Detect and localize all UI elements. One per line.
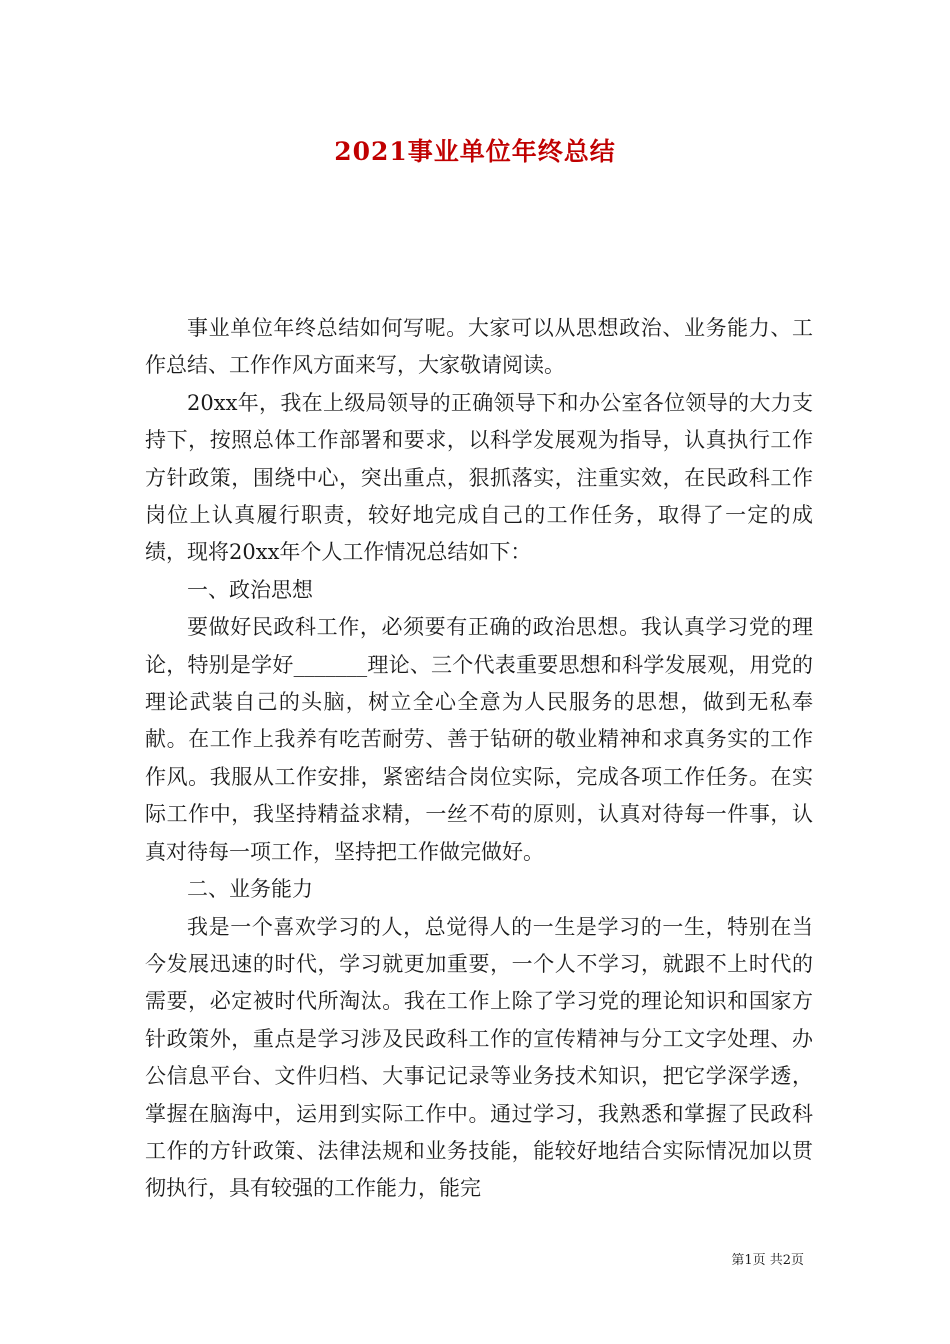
- page-number: 第1页 共2页: [731, 1253, 804, 1268]
- document-title: 2021事业单位年终总结: [334, 137, 616, 166]
- paragraph-politics: 要做好民政科工作，必须要有正确的政治思想。我认真学习党的理论，特别是学好_______理论、三个代表重要思想和科学发展观，用党的理论武装自己的头脑，树立全心全意为人民服务的思想，做到无私奉献。在工作上我养有吃苦耐劳、善于钻研的敬业精神和求真务实的工作作风。我服从工作安排，紧密结合岗位实际，完成各项工作任务。在实际工作中，我坚持精益求精，一丝不苟的原则，认真对待每一件事，认真对待每一项工作，坚持把工作做完做好。: [145, 615, 813, 864]
- paragraph-ability: 我是一个喜欢学习的人，总觉得人的一生是学习的一生，特别在当今发展迅速的时代，学习就更加重要，一个人不学习，就跟不上时代的需要，必定被时代所淘汰。我在工作上除了学习党的理论知识和国家方针政策外，重点是学习涉及民政科工作的宣传精神与分工文字处理、办公信息平台、文件归档、大事记记录等业务技术知识，把它学深学透，掌握在脑海中，运用到实际工作中。通过学习，我熟悉和掌握了民政科工作的方针政策、法律法规和业务技能，能较好地结合实际情况加以贯彻执行，具有较强的工作能力，能完: [145, 914, 813, 1201]
- section-heading-ability: 二、业务能力: [187, 877, 313, 902]
- paragraph-intro: 事业单位年终总结如何写呢。大家可以从思想政治、业务能力、工作总结、工作作风方面来写，大家敬请阅读。: [145, 316, 813, 378]
- section-heading-politics: 一、政治思想: [187, 577, 313, 602]
- paragraph-overview: 20xx年，我在上级局领导的正确领导下和办公室各位领导的大力支持下，按照总体工作部署和要求，以科学发展观为指导，认真执行工作方针政策，围绕中心，突出重点，狠抓落实，注重实效，在民政科工作岗位上认真履行职责，较好地完成自己的工作任务，取得了一定的成绩，现将20xx年个人工作情况总结如下：: [145, 390, 813, 565]
- document-body: [145, 310, 813, 1208]
